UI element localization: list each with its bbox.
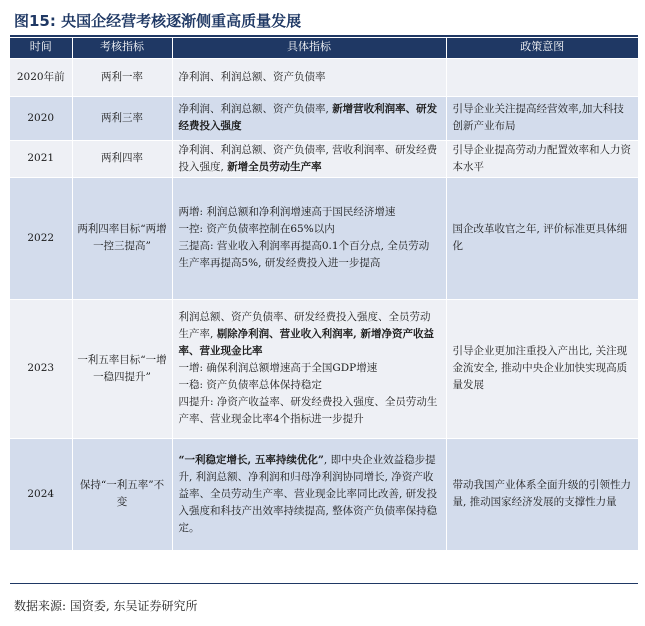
policy-table: [10, 38, 638, 550]
detail-text: 一稳: 资产负债率总体保持稳定: [178, 378, 322, 391]
cell-indicator: 一利五率目标“一增一稳四提升”: [72, 299, 172, 438]
cell-detail: [172, 438, 446, 550]
cell-intent: [446, 438, 638, 550]
header-detail: 具体指标: [172, 38, 446, 58]
detail-text: 剔除净利润、营业收入利润率, 新增净资产收益率、营业现金比率: [178, 328, 434, 358]
cell-indicator: 两利一率: [72, 58, 172, 96]
cell-detail: [172, 299, 446, 438]
header-intent: 政策意图: [446, 38, 638, 58]
table-row: [10, 177, 638, 299]
detail-text: 一控: 资产负债率控制在65%以内: [178, 223, 335, 236]
cell-detail: [172, 177, 446, 299]
bottom-rule: [10, 583, 638, 584]
detail-text: 新增营收利润率、研发经费投入强度: [178, 103, 438, 132]
cell-time: 2023: [10, 299, 72, 438]
table-header-row: [10, 38, 638, 58]
source-note: 数据来源: 国资委, 东吴证券研究所: [14, 599, 198, 613]
table-row: [10, 299, 638, 438]
detail-text: 两增: 利润总额和净利润增速高于国民经济增速: [178, 206, 396, 219]
intent-text: 引导企业提高劳动力配置效率和人力资本水平: [452, 143, 631, 173]
cell-indicator: 两利四率: [72, 140, 172, 177]
detail-text: 利润总额、资产负债率、研发经费投入强度、全员劳动生产率,: [178, 311, 431, 341]
detail-text: 净利润、利润总额、资产负债率: [178, 70, 326, 83]
detail-text: 一增: 确保利润总额增速高于全国GDP增速: [178, 362, 378, 375]
intent-text: 带动我国产业体系全面升级的引领性力量, 推动国家经济发展的支撑性力量: [452, 479, 631, 509]
cell-intent: [446, 177, 638, 299]
intent-text: 引导企业关注提高经营效率,加大科技创新产业布局: [452, 103, 624, 132]
cell-time: 2020年前: [10, 58, 72, 96]
detail-text: 净利润、利润总额、资产负债率, 营收利润率、研发经费投入强度,: [178, 143, 438, 173]
table-row: [10, 58, 638, 96]
figure-title: 图15: 央国企经营考核逐渐侧重高质量发展: [14, 12, 302, 30]
detail-text: 新增全员劳动生产率: [227, 160, 322, 173]
cell-time: 2021: [10, 140, 72, 177]
detail-text: 三提高: 营业收入利润率再提高0.1个百分点, 全员劳动生产率再提高5%, 研发经费投入进一步提高: [178, 240, 430, 269]
cell-detail: [172, 140, 446, 177]
table-row: [10, 438, 638, 550]
header-indicator: 考核指标: [72, 38, 172, 58]
cell-intent: [446, 96, 638, 140]
cell-indicator: 两利四率目标“两增一控三提高”: [72, 177, 172, 299]
cell-intent: [446, 299, 638, 438]
cell-time: 2020: [10, 96, 72, 140]
cell-intent: [446, 58, 638, 96]
title-rule: [10, 35, 638, 37]
table-row: [10, 96, 638, 140]
table-row: [10, 140, 638, 177]
detail-text: “一利稳定增长, 五率持续优化”: [178, 453, 324, 466]
cell-indicator: 两利三率: [72, 96, 172, 140]
cell-indicator: 保持“一利五率”不变: [72, 438, 172, 550]
intent-text: 引导企业更加注重投入产出比, 关注现金流安全, 推动中央企业加快实现高质量发展: [452, 345, 628, 391]
cell-detail: [172, 58, 446, 96]
cell-detail: [172, 96, 446, 140]
intent-text: 国企改革收官之年, 评价标准更具体细化: [452, 223, 628, 252]
header-time: 时间: [10, 38, 72, 58]
cell-time: 2022: [10, 177, 72, 299]
cell-intent: [446, 140, 638, 177]
cell-time: 2024: [10, 438, 72, 550]
detail-text: 四提升: 净资产收益率、研发经费投入强度、全员劳动生产率、营业现金比率4个指标进一步提升: [178, 395, 438, 425]
detail-text: , 即中央企业效益稳步提升, 利润总额、净利润和归母净利润协同增长, 净资产收益率、全员劳动生产率、营业现金比率同比改善, 研发投入强度和科技产出效率持续提高, 整体资产负债率保持稳定。: [178, 453, 438, 534]
detail-text: 净利润、利润总额、资产负债率,: [178, 103, 333, 116]
